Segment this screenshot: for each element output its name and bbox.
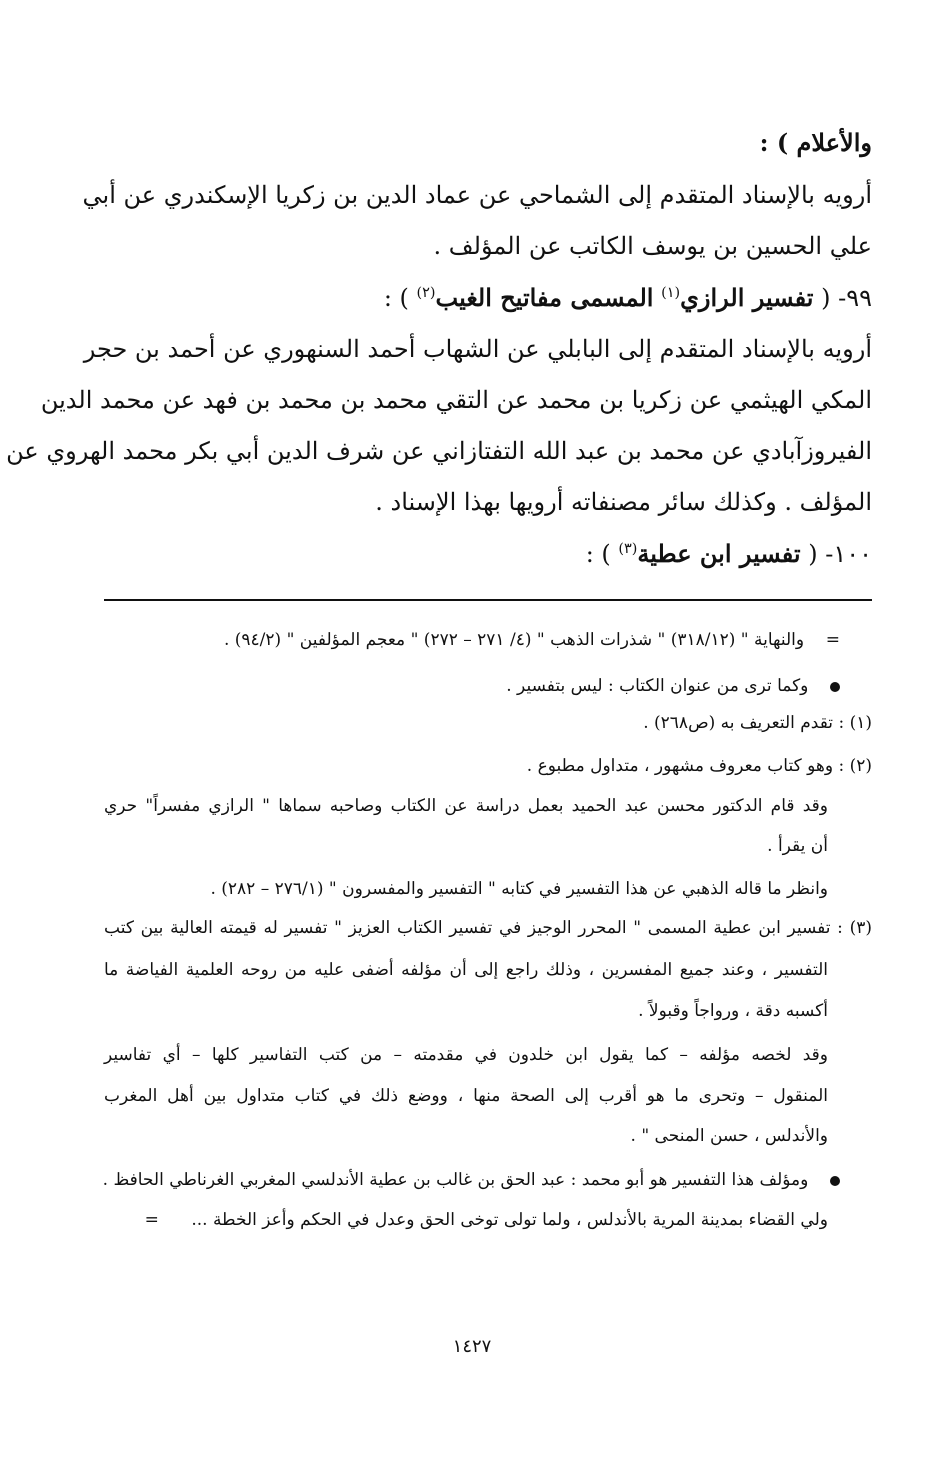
footnote-2: (٢) : وهو كتاب معروف مشهور ، متداول مطبوع .	[526, 756, 872, 776]
footnote-line: أن يقرأ .	[767, 836, 828, 856]
entry-99-heading: ٩٩- ( تفسير الرازي$^{(١)}$ المسمى مفاتيح الغيب$^{(٢)}$ ) :	[383, 283, 872, 312]
footnote-line: أكسبه دقة ، ورواجاً وقبولاً .	[638, 1001, 828, 1021]
footnote-line: وقد قام الدكتور محسن عبد الحميد بعمل دراسة عن الكتاب وصاحبه سماها " الرازي مفسراً" حري	[104, 796, 828, 816]
entry-100-heading: ١٠٠- ( تفسير ابن عطية$^{(٣)}$ ) :	[585, 539, 872, 568]
continuation-marker: =	[825, 630, 840, 650]
footnote-3: (٣) : تفسير ابن عطية المسمى " المحرر الوجيز في تفسير الكتاب العزيز " تفسير له قيمته العالية بين كتب	[104, 918, 872, 938]
paragraph-line: أرويه بالإسناد المتقدم إلى البابلي عن الشهاب أحمد السنهوري عن أحمد بن حجر	[83, 335, 872, 363]
footnote-line: والأندلس ، حسن المنحى " .	[630, 1126, 828, 1146]
footnote-ref-3: (٣)	[618, 541, 638, 557]
paragraph-line: المؤلف . وكذلك سائر مصنفاته أرويها بهذا الإسناد .	[375, 488, 872, 516]
footnote-line: وقد لخصه مؤلفه – كما يقول ابن خلدون في مقدمته – من كتب التفاسير كلها – أي تفاسير	[104, 1045, 828, 1065]
continuation-marker: =	[144, 1210, 159, 1230]
bullet-note: وكما ترى من عنوان الكتاب : ليس بتفسير .	[506, 676, 840, 696]
bullet-icon	[830, 1176, 840, 1186]
footnote-line: المنقول – وتحرى ما هو أقرب إلى الصحة منها ، ووضع ذلك في كتاب متداول بين أهل المغرب	[104, 1086, 828, 1106]
footnote-separator	[104, 599, 872, 601]
footnote-line: وانظر ما قاله الذهبي عن هذا التفسير في كتابه " التفسير والمفسرون " (٢٧٦/١ – ٢٨٢) .	[210, 879, 828, 899]
footnote-1: (١) : تقدم التعريف به (ص٢٦٨) .	[643, 713, 872, 733]
paragraph-line: الفيروزآبادي عن محمد بن عبد الله التفتازاني عن شرف الدين أبي بكر محمد الهروي عن	[6, 437, 872, 465]
footnote-line: التفسير ، وعند جميع المفسرين ، وذلك راجع إلى أن مؤلفه أضفى عليه من روحه العلمية الفياضة ما	[104, 960, 828, 980]
footnote-continuation: = والنهاية " (٣١٨/١٢) " شذرات الذهب " (٤/ ٢٧١ – ٢٧٢) " معجم المؤلفين " (٩٤/٢) .	[223, 630, 840, 650]
paragraph-line: علي الحسين بن يوسف الكاتب عن المؤلف .	[433, 232, 872, 260]
footnote-line: ولي القضاء بمدينة المرية بالأندلس ، ولما تولى توخى الحق وعدل في الحكم وأعز الخطة ... =	[144, 1210, 828, 1230]
footnote-ref-2: (٢)	[416, 285, 436, 301]
bullet-icon	[830, 682, 840, 692]
footnote-ref-1: (١)	[661, 285, 681, 301]
paragraph-line: أرويه بالإسناد المتقدم إلى الشماحي عن عماد الدين بن زكريا الإسكندري عن أبي	[82, 181, 872, 209]
bullet-note: ومؤلف هذا التفسير هو أبو محمد : عبد الحق بن غالب بن عطية الأندلسي المغربي الغرناطي الحافظ .	[103, 1170, 840, 1190]
heading-continued: والأعلام ) :	[759, 128, 872, 157]
page-number: ١٤٢٧	[452, 1336, 492, 1357]
paragraph-line: المكي الهيثمي عن زكريا بن محمد عن التقي محمد بن محمد بن فهد عن محمد الدين	[40, 386, 872, 414]
